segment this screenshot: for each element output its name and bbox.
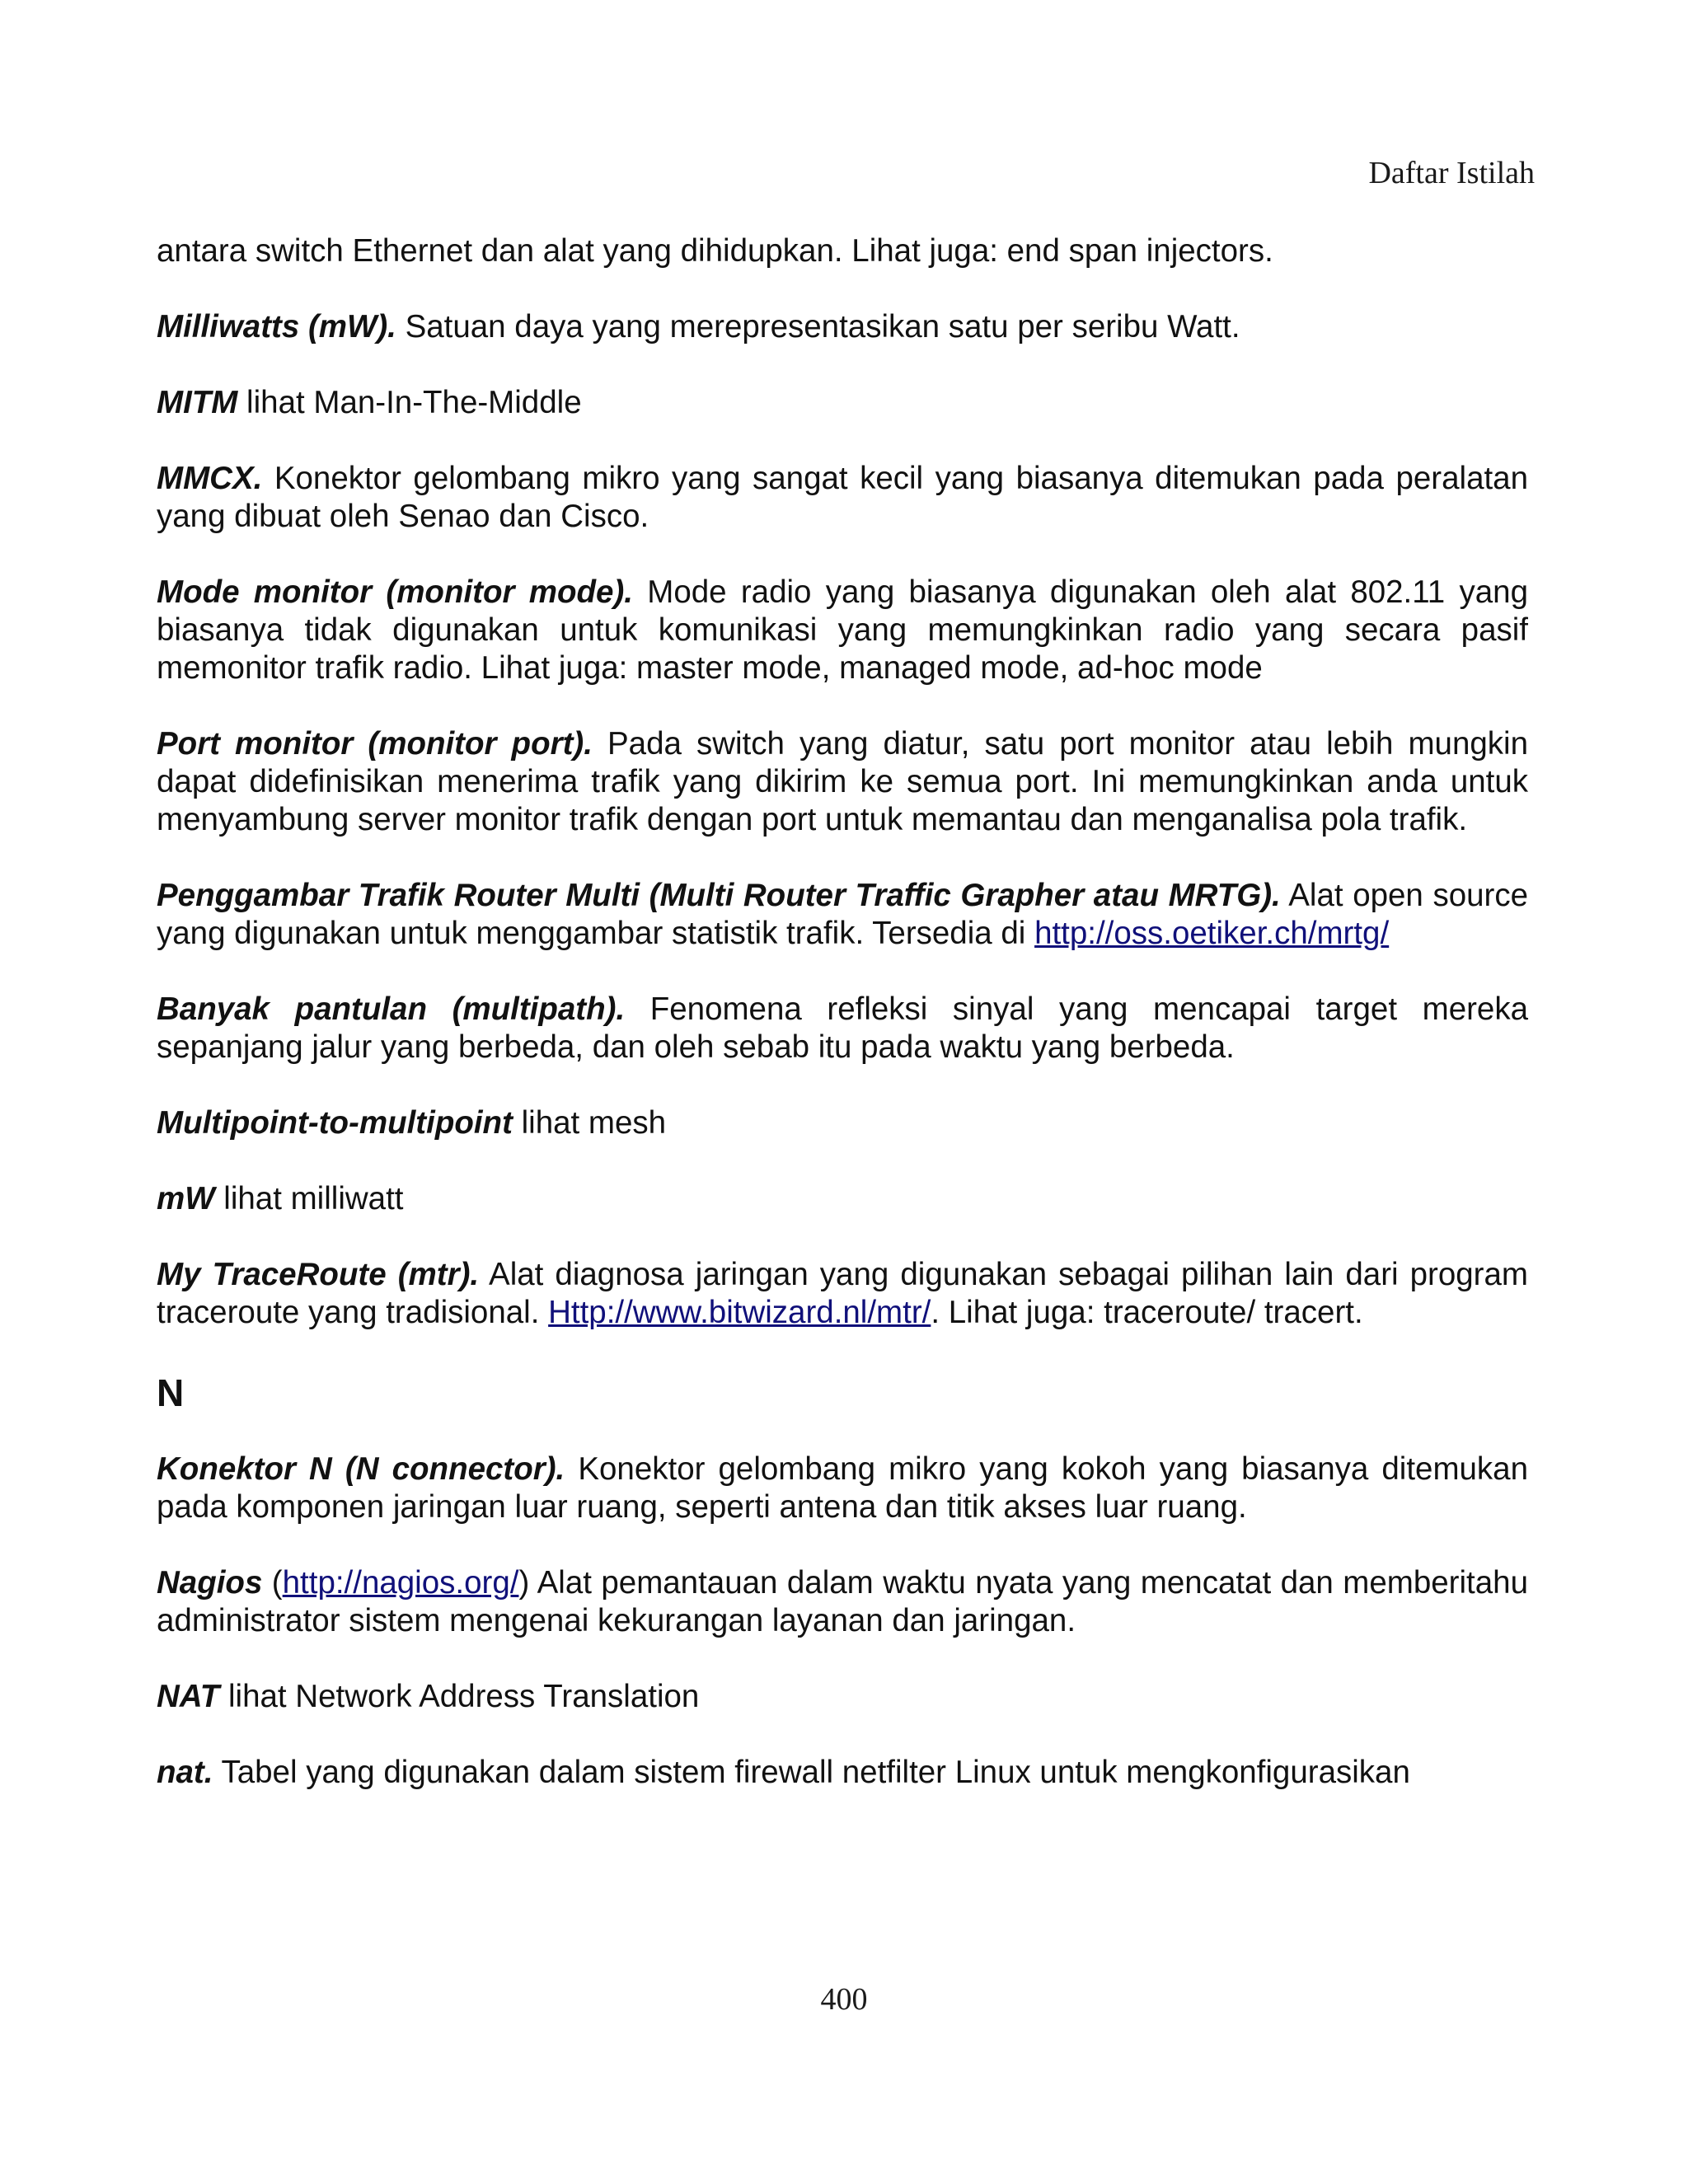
glossary-entry-multipoint: [157, 1104, 1528, 1142]
glossary-entry-mmcx: [157, 460, 1528, 536]
entry-term: Penggambar Trafik Router Multi (Multi Router Traffic Grapher atau MRTG).: [157, 878, 1281, 913]
section-heading-n: N: [157, 1371, 185, 1414]
glossary-entry-mw: [157, 1180, 1528, 1218]
mrtg-link[interactable]: http://oss.oetiker.ch/mrtg/: [1034, 916, 1390, 951]
glossary-entry-nat-table: [157, 1754, 1528, 1792]
glossary-entry-continuation: [157, 232, 1528, 270]
glossary-entry-nagios: [157, 1564, 1528, 1640]
entry-text: Konektor gelombang mikro yang kokoh yang biasanya ditemukan pada komponen jaringan luar ruang, seperti antena dan titik akses luar ruang.: [157, 1451, 1528, 1525]
entry-text: lihat milliwatt: [214, 1181, 404, 1216]
entry-text: Satuan daya yang merepresentasikan satu per seribu Watt.: [396, 309, 1240, 344]
entry-term: Nagios: [157, 1565, 263, 1601]
entry-text: antara switch Ethernet dan alat yang dihidupkan. Lihat juga: end span injectors.: [157, 233, 1273, 269]
glossary-entry-nat-ref: [157, 1678, 1528, 1716]
nagios-link[interactable]: http://nagios.org/: [282, 1565, 519, 1601]
mtr-link[interactable]: Http://www.bitwizard.nl/mtr/: [548, 1295, 931, 1330]
glossary-entry-mtr: [157, 1256, 1528, 1332]
entry-text: Alat diagnosa jaringan yang digunakan sebagai pilihan lain dari program traceroute yang tradisional.: [157, 1257, 1528, 1330]
glossary-entry-monitor-port: [157, 725, 1528, 839]
glossary-entry-multipath: [157, 991, 1528, 1066]
entry-text: lihat mesh: [512, 1105, 667, 1141]
entry-text: Pada switch yang diatur, satu port monitor atau lebih mungkin dapat didefinisikan menerima trafik yang dikirim ke semua port. Ini memungkinkan anda untuk menyambung server monitor trafik dengan port untuk memantau dan menganalisa pola trafik.: [157, 726, 1528, 837]
entry-term: Multipoint-to-multipoint: [157, 1105, 513, 1141]
glossary-entry-n-connector: [157, 1451, 1528, 1526]
entry-text: Mode radio yang biasanya digunakan oleh alat 802.11 yang biasanya tidak digunakan untuk komunikasi yang memungkinkan radio yang secara pasif memonitor trafik radio. Lihat juga: master mode, managed mode, ad-hoc mode: [157, 574, 1528, 686]
entry-term: Milliwatts (mW).: [157, 309, 396, 344]
running-header: Daftar Istilah: [1368, 156, 1535, 190]
glossary-content: [157, 232, 1528, 1830]
entry-text: Fenomena refleksi sinyal yang mencapai target mereka sepanjang jalur yang berbeda, dan oleh sebab itu pada waktu yang berbeda.: [157, 991, 1528, 1065]
entry-text: Konektor gelombang mikro yang sangat kecil yang biasanya ditemukan pada peralatan yang dibuat oleh Senao dan Cisco.: [157, 461, 1528, 534]
entry-term: My TraceRoute (mtr).: [157, 1257, 480, 1292]
glossary-entry-monitor-mode: [157, 574, 1528, 687]
glossary-entry-mitm: [157, 384, 1528, 422]
entry-term: MITM: [157, 385, 238, 420]
entry-text: lihat Man-In-The-Middle: [237, 385, 582, 420]
glossary-entry-mrtg: [157, 877, 1528, 953]
entry-term: nat.: [157, 1755, 213, 1790]
entry-text-after: . Lihat juga: traceroute/ tracert.: [931, 1295, 1363, 1330]
entry-term: mW: [157, 1181, 215, 1216]
entry-term: Mode monitor (monitor mode).: [157, 574, 633, 610]
page-number: 400: [820, 1982, 868, 2017]
entry-term: Banyak pantulan (multipath).: [157, 991, 626, 1027]
entry-term: Port monitor (monitor port).: [157, 726, 593, 762]
entry-text: lihat Network Address Translation: [219, 1679, 700, 1714]
entry-term: MMCX.: [157, 461, 263, 496]
entry-text-before: (: [262, 1565, 283, 1601]
entry-term: NAT: [157, 1679, 220, 1714]
glossary-entry-milliwatts: [157, 308, 1528, 346]
entry-text: ) Alat pemantauan dalam waktu nyata yang mencatat dan memberitahu administrator sistem mengenai kekurangan layanan dan jaringan.: [157, 1565, 1528, 1638]
entry-term: Konektor N (N connector).: [157, 1451, 565, 1487]
entry-text: Tabel yang digunakan dalam sistem firewall netfilter Linux untuk mengkonfigurasikan: [213, 1755, 1410, 1790]
entry-text: Alat open source yang digunakan untuk menggambar statistik trafik. Tersedia di: [157, 878, 1529, 951]
